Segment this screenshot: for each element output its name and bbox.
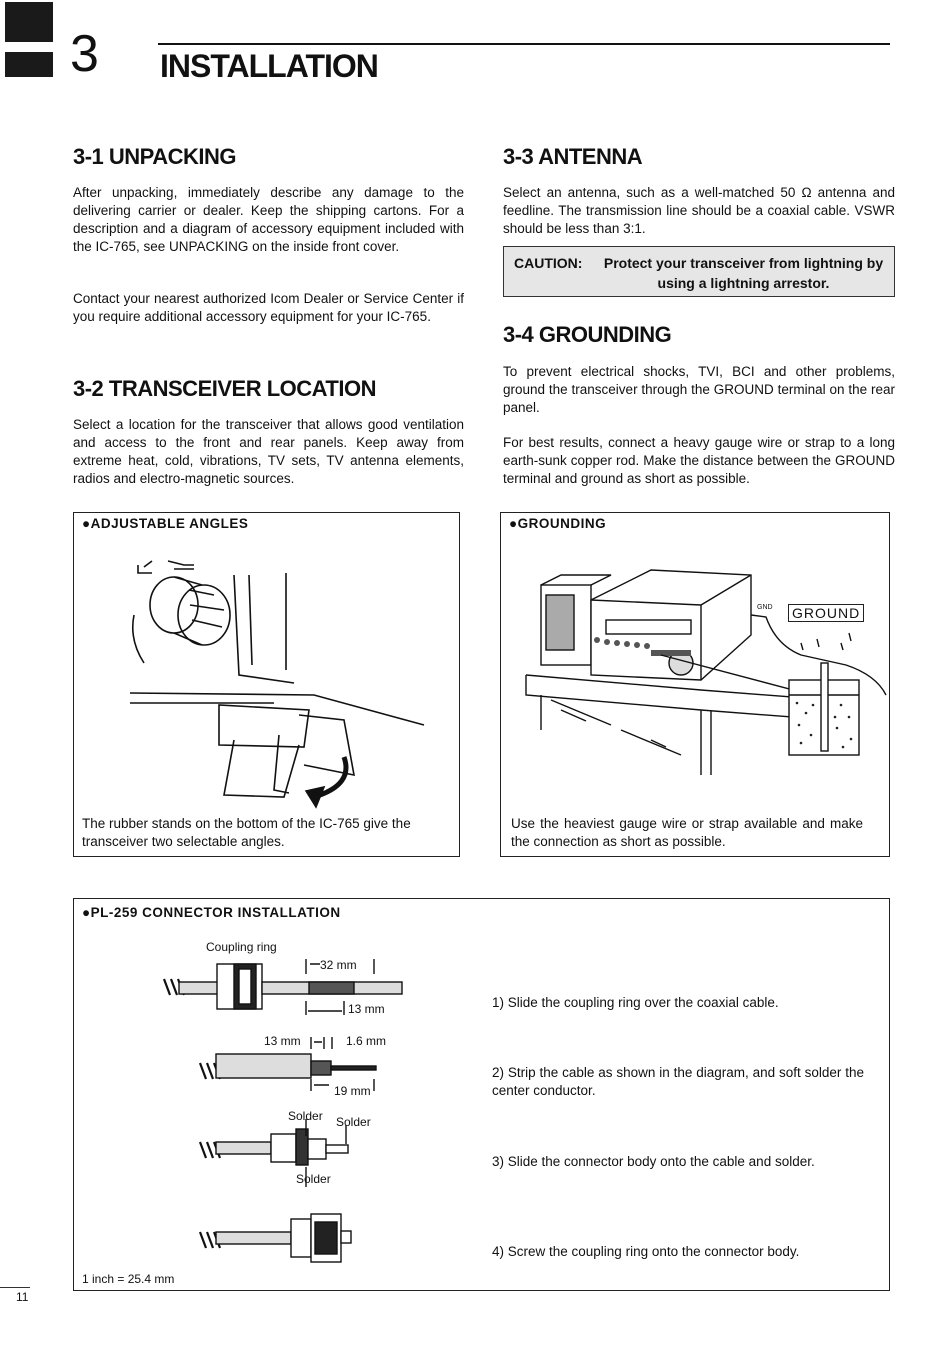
dim-32mm-label: 32 mm xyxy=(320,958,357,972)
grounding-paragraph-2: For best results, connect a heavy gauge wire or strap to a long earth-sunk copper rod. Make the distance between the GROUND terminal and ground as short as possible. xyxy=(503,435,895,486)
adjustable-angles-illustration xyxy=(74,535,459,815)
figure-caption-angles: The rubber stands on the bottom of the IC-765 give the transceiver two selectable angles. xyxy=(82,816,411,849)
gnd-small-label: GND xyxy=(757,604,773,611)
unpacking-paragraph-2: Contact your nearest authorized Icom Dealer or Service Center if you require additional accessory equipment for your IC-765. xyxy=(73,291,464,324)
pl259-diagram xyxy=(74,939,474,1279)
heading-location: 3-2 TRANSCEIVER LOCATION xyxy=(73,376,376,401)
chapter-tab-lower xyxy=(5,52,53,77)
solder-label-2: Solder xyxy=(336,1115,371,1129)
pl259-step-4: 4) Screw the coupling ring onto the connector body. xyxy=(492,1244,800,1259)
grounding-illustration xyxy=(501,535,889,815)
heading-unpacking: 3-1 UNPACKING xyxy=(73,144,237,169)
figure-title-pl259: ●PL-259 CONNECTOR INSTALLATION xyxy=(82,905,341,920)
caution-box xyxy=(503,246,895,297)
location-paragraph: Select a location for the transceiver that allows good ventilation and access to the front and rear panels. Keep away from extreme heat, cold, vibrations, TV sets, TV antenna elements, radios and electro-magnetic sources. xyxy=(73,417,464,486)
antenna-paragraph: Select an antenna, such as a well-matched 50 Ω antenna and feedline. The transmission line should be a coaxial cable. VSWR should be less than 3:1. xyxy=(503,185,895,236)
figure-caption-grounding: Use the heaviest gauge wire or strap available and make the connection as short as possible. xyxy=(511,816,863,849)
page-number-rule xyxy=(0,1287,30,1288)
page-number: 11 xyxy=(16,1290,29,1304)
chapter-tab-upper xyxy=(5,2,53,42)
dim-13mm-label-1: 13 mm xyxy=(348,1002,385,1016)
pl259-step-2: 2) Strip the cable as shown in the diagram, and soft solder the center conductor. xyxy=(492,1065,864,1098)
figure-title-grounding: ●GROUNDING xyxy=(509,516,607,531)
heading-antenna: 3-3 ANTENNA xyxy=(503,144,643,169)
caution-label: CAUTION: xyxy=(514,255,583,271)
chapter-number: 3 xyxy=(70,25,99,83)
solder-label-3: Solder xyxy=(296,1172,331,1186)
chapter-title: INSTALLATION xyxy=(160,48,378,84)
dim-1-6mm-label: 1.6 mm xyxy=(346,1034,387,1048)
figure-pl259 xyxy=(73,898,890,1291)
solder-label-1: Solder xyxy=(288,1109,323,1123)
dim-19mm-label: 19 mm xyxy=(334,1084,371,1098)
unpacking-paragraph-1: After unpacking, immediately describe any damage to the delivering carrier or dealer. Keep the shipping cartons. For a description and a diagram of accessory equipment included with the IC-765, see UNPACKING on the inside front cover. xyxy=(73,185,464,254)
pl259-step-3: 3) Slide the connector body onto the cable and solder. xyxy=(492,1154,815,1169)
coupling-ring-label: Coupling ring xyxy=(206,940,277,954)
figure-title-angles: ●ADJUSTABLE ANGLES xyxy=(82,516,249,531)
figure-grounding xyxy=(500,512,890,857)
caution-text: Protect your transceiver from lightning by using a lightning arrestor. xyxy=(603,255,884,291)
ground-label: GROUND xyxy=(788,604,864,622)
inch-conversion-note: 1 inch = 25.4 mm xyxy=(82,1272,175,1286)
heading-grounding: 3-4 GROUNDING xyxy=(503,322,672,347)
pl259-step-1: 1) Slide the coupling ring over the coaxial cable. xyxy=(492,995,779,1010)
dim-13mm-label-2: 13 mm xyxy=(264,1034,301,1048)
chapter-rule xyxy=(158,43,890,45)
grounding-paragraph-1: To prevent electrical shocks, TVI, BCI and other problems, ground the transceiver through the GROUND terminal on the rear panel. xyxy=(503,364,895,415)
figure-adjustable-angles xyxy=(73,512,460,857)
